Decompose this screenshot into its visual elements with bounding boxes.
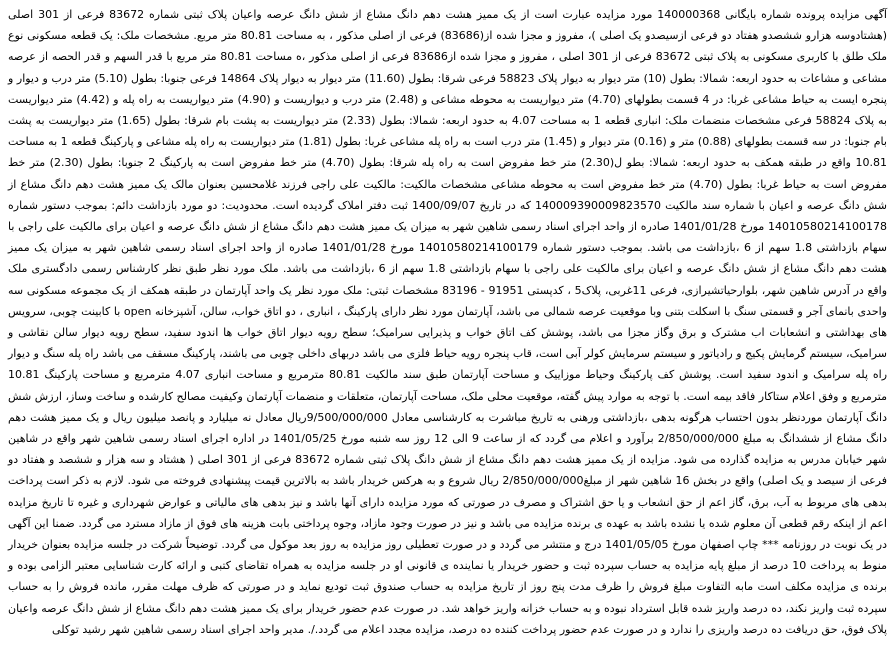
auction-notice-text: آگهی مزایده پرونده شماره بایگانی 140000368 مورد مزایده عبارت است از یک ممیز هشت دهم دانگ مشاع از شش دانگ عرصه واعیان پلاک ثبتی شماره 83672 فرعی از 301 اصلی (هشتادوسه هزارو ششصدو هفتاد دو فرعی ازسیصدو یک اصلی )، مفروز و مجزا شده از(83686) فرعی از اصلی مذکور ، به مساحت 80.81 متر مربع. مشخصات ملک: یک قطعه مسکونی نوع ملک طلق با کاربری مسکونی به پلاک ثبتی 83672 فرعی از 301 اصلی ، مفروز و مجزا شده از83686 فرعی از اصلی مذکور ،ه مساحت 80.81 متر مربع با قدر السهم و قدر الحصه از عرصه مشاعی و مشاعات به حدود اربعه: شمالا: بطول (10) متر دیوار به دیوار پلاک 58823 فرعی شرقا: بطول (11.60) متر دیوار به دیوار پلاک 14864 فرعی جنوبا: بطول (5.10) متر درب و دیوار و پنجره ایست به حیاط مشاعی غربا: در 4 قسمت بطولهای (4.70) متر دیواریست به محوطه مشاعی و (2.48) متر درب و دیواریست و (4.90) متر دیواریست به راه پله و (4.42) متر دیواریست به پلاک 58824 فرعی مشخصات منضمات ملک: انباری قطعه 1 به مساحت 4.07 به حدود اربعه: شمالا: بطول (2.33) متر دیواریست به پشت بام شرقا: بطول (1.65) متر دیواریست به پشت بام جنوبا: در سه قسمت بطولهای (0.88) متر و (0.16) متر دیوار و (1.45) متر درب است به راه پله مشاعی غربا: بطول (1.81) متر دیواریست به راه پله مشاعی و پارکینگ قطعه 1 به مساحت 10.81 واقع در طبقه همکف به حدود اربعه: شمالا: بطو ل(2.30) متر خط مفروض است به راه پله شرقا: بطول (4.70) متر خط مفروض است به پارکینگ 2 جنوبا: بطول (2.30) متر خط مفروض است به حیاط غربا: بطول (4.70) متر خط مفروض است به محوطه مشاعی مشخصات مالکیت: مالکیت علی راجی فرزند غلامحسین بعنوان مالک یک ممیز هشت دهم دانگ مشاع از شش دانگ عرصه و اعیان با شماره سند مالکیت 140009390009823570 که در تاریخ 1400/09/07 ثبت دفتر املاک گردیده است. محدودیت: دو مورد بازداشت دائم: بموجب دستور شماره 14010580214100178 مورخ 1401/01/28 صادره از واحد اجرای اسناد رسمی شاهین شهر به میزان یک ممیز هشت دهم دانگ مشاع از شش دانگ عرصه و اعیان برای مالکیت علی راجی با سهام بازداشتی 1.8 سهم از 6 ،بازداشت می باشد. بموجب دستور شماره 14010580214100179 مورخ 1401/01/28 صادره از واحد اجرای اسناد رسمی شاهین شهر به میزان یک ممیز هشت دهم دانگ مشاع از شش دانگ عرصه و اعیان برای مالکیت علی راجی با سهام بازداشتی 1.8 سهم از 6 ،بازداشت می باشد. ملک مورد نظر طبق نظر کارشناس رسمی دادگستری ملک واقع در آدرس شاهین شهر، بلوارحیاتشیرازی، فرعی 11غربی، پلاک5 ، کدپستی 91951 - 83196 مشخصات ثبتی: ملک مورد نظر یک واحد آپارتمان در طبقه همکف از یک مجموعه مسکونی سه واحدی بانمای آجر و قسمتی سنگ با اسکلت بتنی وبا موقعیت عرصه شمالی می باشد، آپارتمان مورد نظر دارای پارکینگ ، انباری ، دو اتاق خواب، سالن، آشپزخانه open با کابینت چوبی، سرویس های بهداشتی و انشعابات اب مشترک و برق وگاز مجزا می باشد، پوشش کف اتاق خواب و پذیرایی سرامیک؛ سطح رویه دیوار اتاق خواب ها اندود سفید، سطح رویه دیوار سالن نقاشی و سرامیک، سیستم گرمایش پکیج و رادیاتور و سیستم سرمایش کولر آبی است، قاب پنجره رویه حیاط فلزی می باشد دربهای داخلی چوبی می باشند، پارکینگ مسقف می باشد راه پله سنگ و دیوار راه پله سرامیک و اندود سفید است. پوشش کف پارکینگ وحیاط موزاییک و مساحت آپارتمان طبق سند مالکیت 80.81 مترمربع و مساحت انباری 4.07 مترمربع و مساحت پارکینگ 10.81 مترمربع و وفق اعلام ستاکار فاقد بیمه است. با توجه به موارد پیش گفته، موقعیت محلی ملک، مساحت آپارتمان، متعلقات و منضمات آپارتمان وکیفیت مصالح کارشده و ساخت وساز، ارزش شش دانگ آپارتمان موردنظر بدون احتساب هرگونه بدهی ،بازداشتی ورهنی به تاریخ مباشرت به کارشناسی معادل 9/500/000/000ریال معادل نه میلیارد و پانصد میلیون ریال و یک ممیز هشت دهم دانگ مشاع از ششدانگ به مبلغ 2/850/000/000 برآورد و اعلام می گردد که از ساعت 9 الی 12 روز سه شنبه مورخ 1401/05/25 در اداره اجرای اسناد رسمی شاهین شهر واقع در شاهین شهر خیابان مدرس به مزایده گذارده می شود. مزایده از یک ممیز هشت دهم دانگ مشاع از شش دانگ پلاک ثبتی شماره 83672 فرعی از 301 اصلی ( هشتاد و سه هزار و ششصد و هفتاد دو فرعی از سیصد و یک اصلی) واقع در بخش 16 شاهین شهر از مبلغ2/850/000/000 ریال شروع و به هرکس خریدار باشد به بالاترین قیمت پیشنهادی فروخته می شود. لازم به ذکر است پرداخت بدهی های مربوط به آب، برق، گاز اعم از حق انشعاب و یا حق اشتراک و مصرف در صورتی که مورد مزایده دارای آنها باشد و نیز بدهی های مالیاتی و عوارض شهرداری و غیره تا تاریخ مزایده اعم از اینکه رقم قطعی آن معلوم شده یا نشده باشد به عهده ی برنده مزایده می باشد و نیز در صورت وجود مازاد، وجوه پرداختی بابت هزینه های فوق از مازاد مسترد می گردد. ضمنا این آگهی در یک نوبت در روزنامه *** چاپ اصفهان مورخ 1401/05/05 درج و منتشر می گردد و در صورت تعطیلی روز مزایده به روز بعد موکول می گردد. توضیحاً شرکت در جلسه مزایده بعنوان خریدار منوط به پرداخت 10 درصد از مبلغ پایه مزایده به حساب سپرده ثبت و حضور خریدار یا نماینده ی قانونی او در جلسه مزایده به همراه تقاضای کتبی و ارائه کارت شناسایی معتبر الزامی بوده و برنده ی مزایده مکلف است مابه التفاوت مبلغ فروش را ظرف مدت پنج روز از تاریخ مزایده به حساب صندوق ثبت تودیع نماید و در صورتی که ظرف مهلت مقرر، مانده فروش را به حساب سپرده ثبت واریز نکند، ده درصد واریز شده قابل استرداد نبوده و به حساب خزانه واریز خواهد شد. در صورت عدم حضور خریدار برای یک ممیز هشت دهم دانگ مشاع از شش دانگ عرصه واعیان پلاک فوق، حق دریافت ده درصد واریزی را ندارد و در صورت عدم حضور پرداخت کننده ده درصد، مزایده مجدد اعلام می گردد./. مدیر واحد اجرای اسناد رسمی شاهین شهر رشید توکلی — [8, 8, 888, 636]
